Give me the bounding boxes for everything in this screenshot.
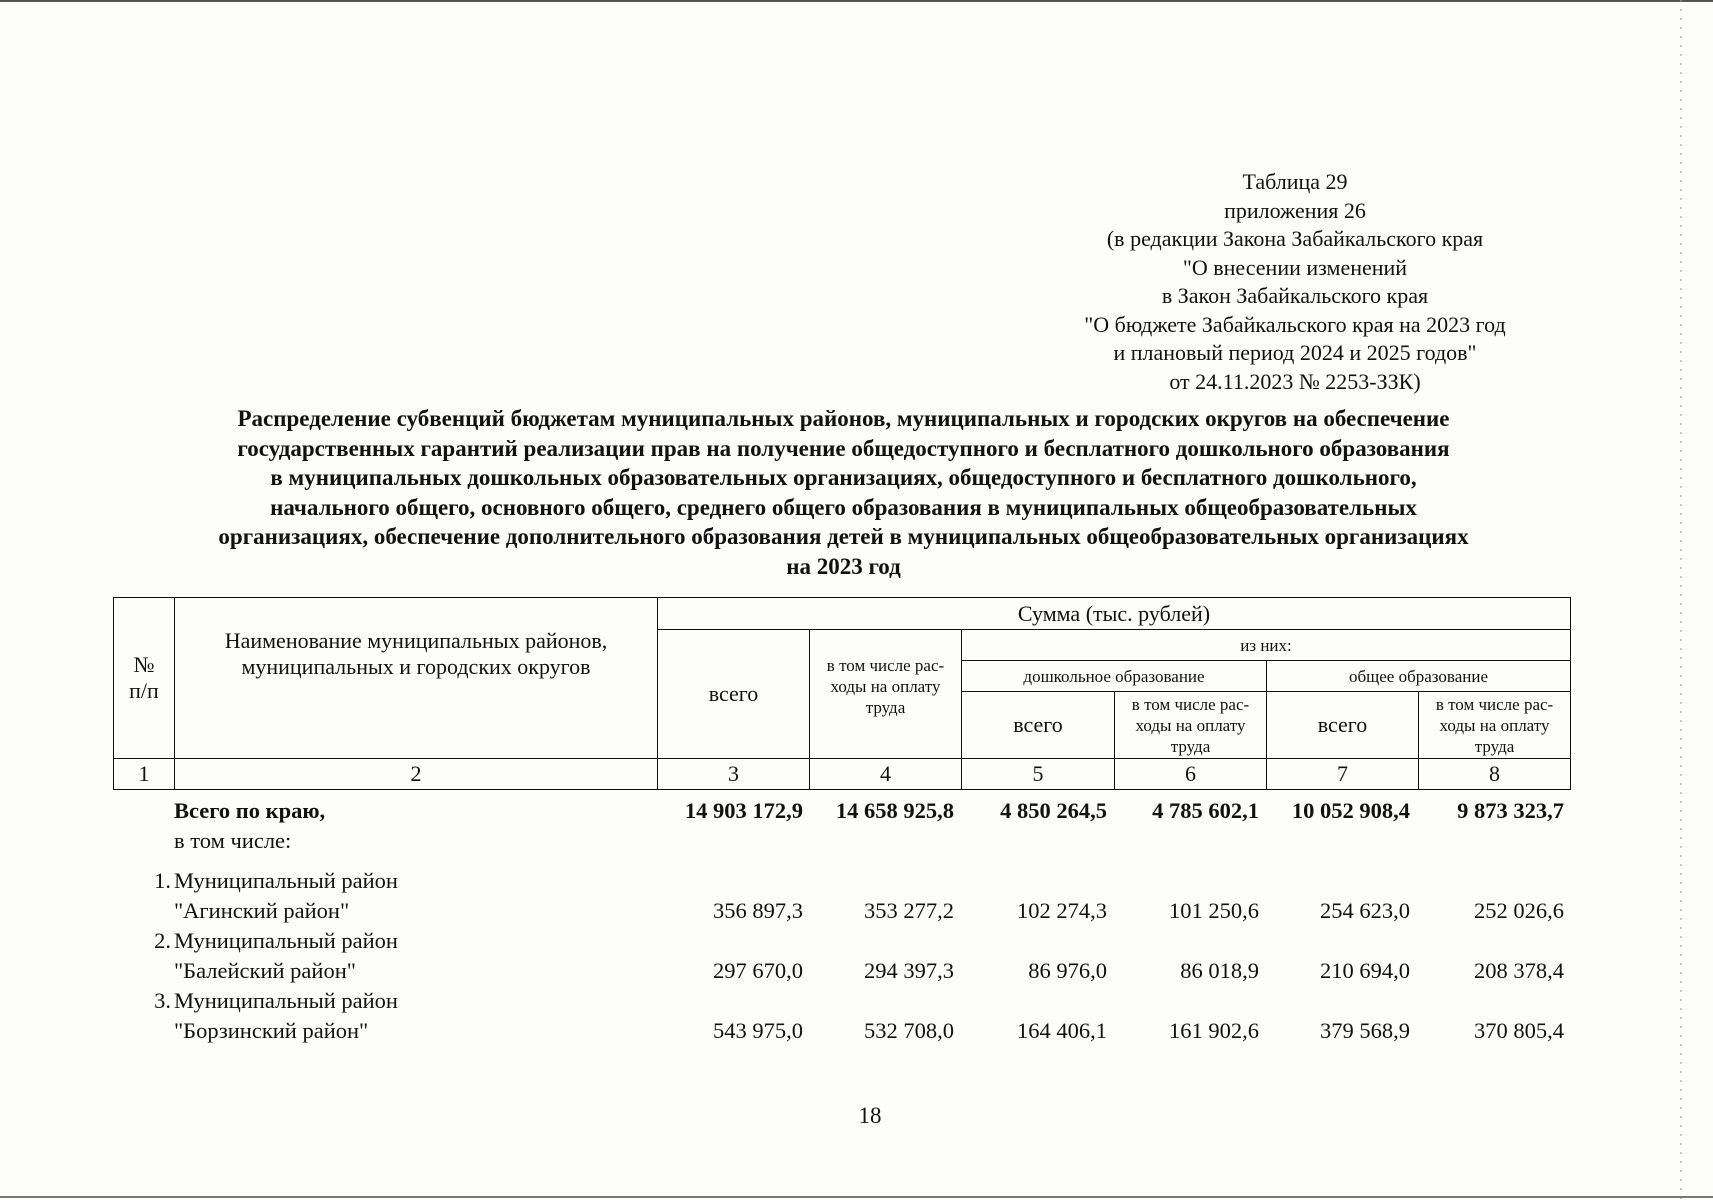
header-preschool: дошкольное образование [962, 661, 1267, 692]
col-number: 2 [175, 759, 658, 790]
col-number: 8 [1419, 759, 1571, 790]
row-name-line1: Муниципальный район [174, 868, 398, 893]
title-line: организациях, обеспечение дополнительного образования детей в муниципальных общеобразовательных организациях [218, 524, 1469, 549]
row-name-line2: "Агинский район" [174, 898, 350, 923]
header-note-line: Таблица 29 [1242, 169, 1348, 194]
header-pre-labor: в том числе рас-ходы на оплату труда [1115, 692, 1267, 759]
cell-value: 532 708,0 [864, 1018, 954, 1043]
col-number: 1 [114, 759, 175, 790]
total-label: Всего по краю, [174, 798, 326, 823]
cell-value: 294 397,3 [864, 958, 954, 983]
cell-value: 210 694,0 [1320, 958, 1410, 983]
col-number: 6 [1115, 759, 1267, 790]
total-row [113, 798, 1570, 828]
table-row [113, 868, 1570, 898]
cell-value: 102 274,3 [1017, 898, 1107, 923]
document-title [100, 404, 1587, 581]
cell-value: 379 568,9 [1320, 1018, 1410, 1043]
row-number: 1. [154, 868, 171, 893]
header-of-them: из них: [962, 630, 1571, 661]
header-num: № п/п [114, 598, 175, 759]
scan-edge-bottom [0, 1196, 1713, 1198]
cell-value: 370 805,4 [1474, 1018, 1564, 1043]
cell-value: 164 406,1 [1017, 1018, 1107, 1043]
cell-value: 9 873 323,7 [1457, 798, 1564, 823]
header-gen-total: всего [1267, 692, 1419, 759]
cell-value: 208 378,4 [1474, 958, 1564, 983]
including-label: в том числе: [174, 828, 292, 853]
header-note-line: приложения 26 [1224, 197, 1366, 223]
cell-value: 353 277,2 [864, 898, 954, 923]
table-row [113, 958, 1570, 988]
including-row [113, 828, 1570, 858]
budget-table-header [113, 597, 1571, 790]
header-note [900, 168, 1690, 396]
cell-value: 4 850 264,5 [1000, 798, 1107, 823]
cell-value: 14 903 172,9 [684, 798, 803, 823]
cell-value: 4 785 602,1 [1152, 798, 1259, 823]
col-number: 5 [962, 759, 1115, 790]
title-line: Распределение субвенций бюджетам муниципальных районов, муниципальных и городских округов на обеспечение [237, 406, 1450, 431]
cell-value: 297 670,0 [713, 958, 803, 983]
title-line: начального общего, основного общего, среднего общего образования в муниципальных общеобразовательных [270, 494, 1417, 520]
page-number: 18 [858, 1103, 882, 1128]
header-total: всего [658, 630, 810, 759]
cell-value: 543 975,0 [713, 1018, 803, 1043]
header-sum: Сумма (тыс. рублей) [658, 598, 1571, 630]
col-number: 7 [1267, 759, 1419, 790]
cell-value: 252 026,6 [1474, 898, 1564, 923]
table-row [113, 898, 1570, 928]
header-gen-labor: в том числе рас-ходы на оплату труда [1419, 692, 1571, 759]
header-note-line: "О внесении изменений [1182, 254, 1408, 280]
cell-value: 86 018,9 [1180, 958, 1259, 983]
row-name-line1: Муниципальный район [174, 988, 398, 1013]
header-labor: в том числе рас-ходы на оплату труда [810, 630, 962, 759]
scan-edge-top [0, 0, 1713, 2]
title-line: в муниципальных дошкольных образовательных организациях, общедоступного и бесплатного дошкольного, [270, 465, 1417, 490]
table-row [113, 988, 1570, 1018]
title-line: государственных гарантий реализации прав на получение общедоступного и бесплатного дошкольного образования [237, 435, 1450, 461]
cell-value: 101 250,6 [1169, 898, 1259, 923]
title-line: на 2023 год [786, 553, 901, 579]
cell-value: 356 897,3 [713, 898, 803, 923]
header-note-line: и плановый период 2024 и 2025 годов" [1113, 340, 1477, 365]
table-row [113, 1018, 1570, 1048]
header-note-line: от 24.11.2023 № 2253-ЗЗК) [1169, 368, 1421, 394]
cell-value: 10 052 908,4 [1291, 798, 1410, 823]
row-name-line2: "Борзинский район" [174, 1018, 369, 1043]
cell-value: 254 623,0 [1320, 898, 1410, 923]
row-name-line1: Муниципальный район [174, 928, 398, 953]
row-name-line2: "Балейский район" [174, 958, 356, 983]
header-note-line: "О бюджете Забайкальского края на 2023 год [1084, 311, 1506, 337]
row-number: 3. [154, 988, 171, 1013]
row-number: 2. [154, 928, 171, 953]
header-name: Наименование муниципальных районов, муниципальных и городских округов [175, 598, 658, 759]
col-number: 4 [810, 759, 962, 790]
cell-value: 161 902,6 [1169, 1018, 1259, 1043]
header-note-line: в Закон Забайкальского края [1161, 283, 1429, 308]
table-row [113, 928, 1570, 958]
header-general: общее образование [1267, 661, 1571, 692]
header-note-line: (в редакции Закона Забайкальского края [1106, 226, 1484, 251]
col-number: 3 [658, 759, 810, 790]
cell-value: 14 658 925,8 [835, 798, 954, 823]
cell-value: 86 976,0 [1028, 958, 1107, 983]
header-pre-total: всего [962, 692, 1115, 759]
